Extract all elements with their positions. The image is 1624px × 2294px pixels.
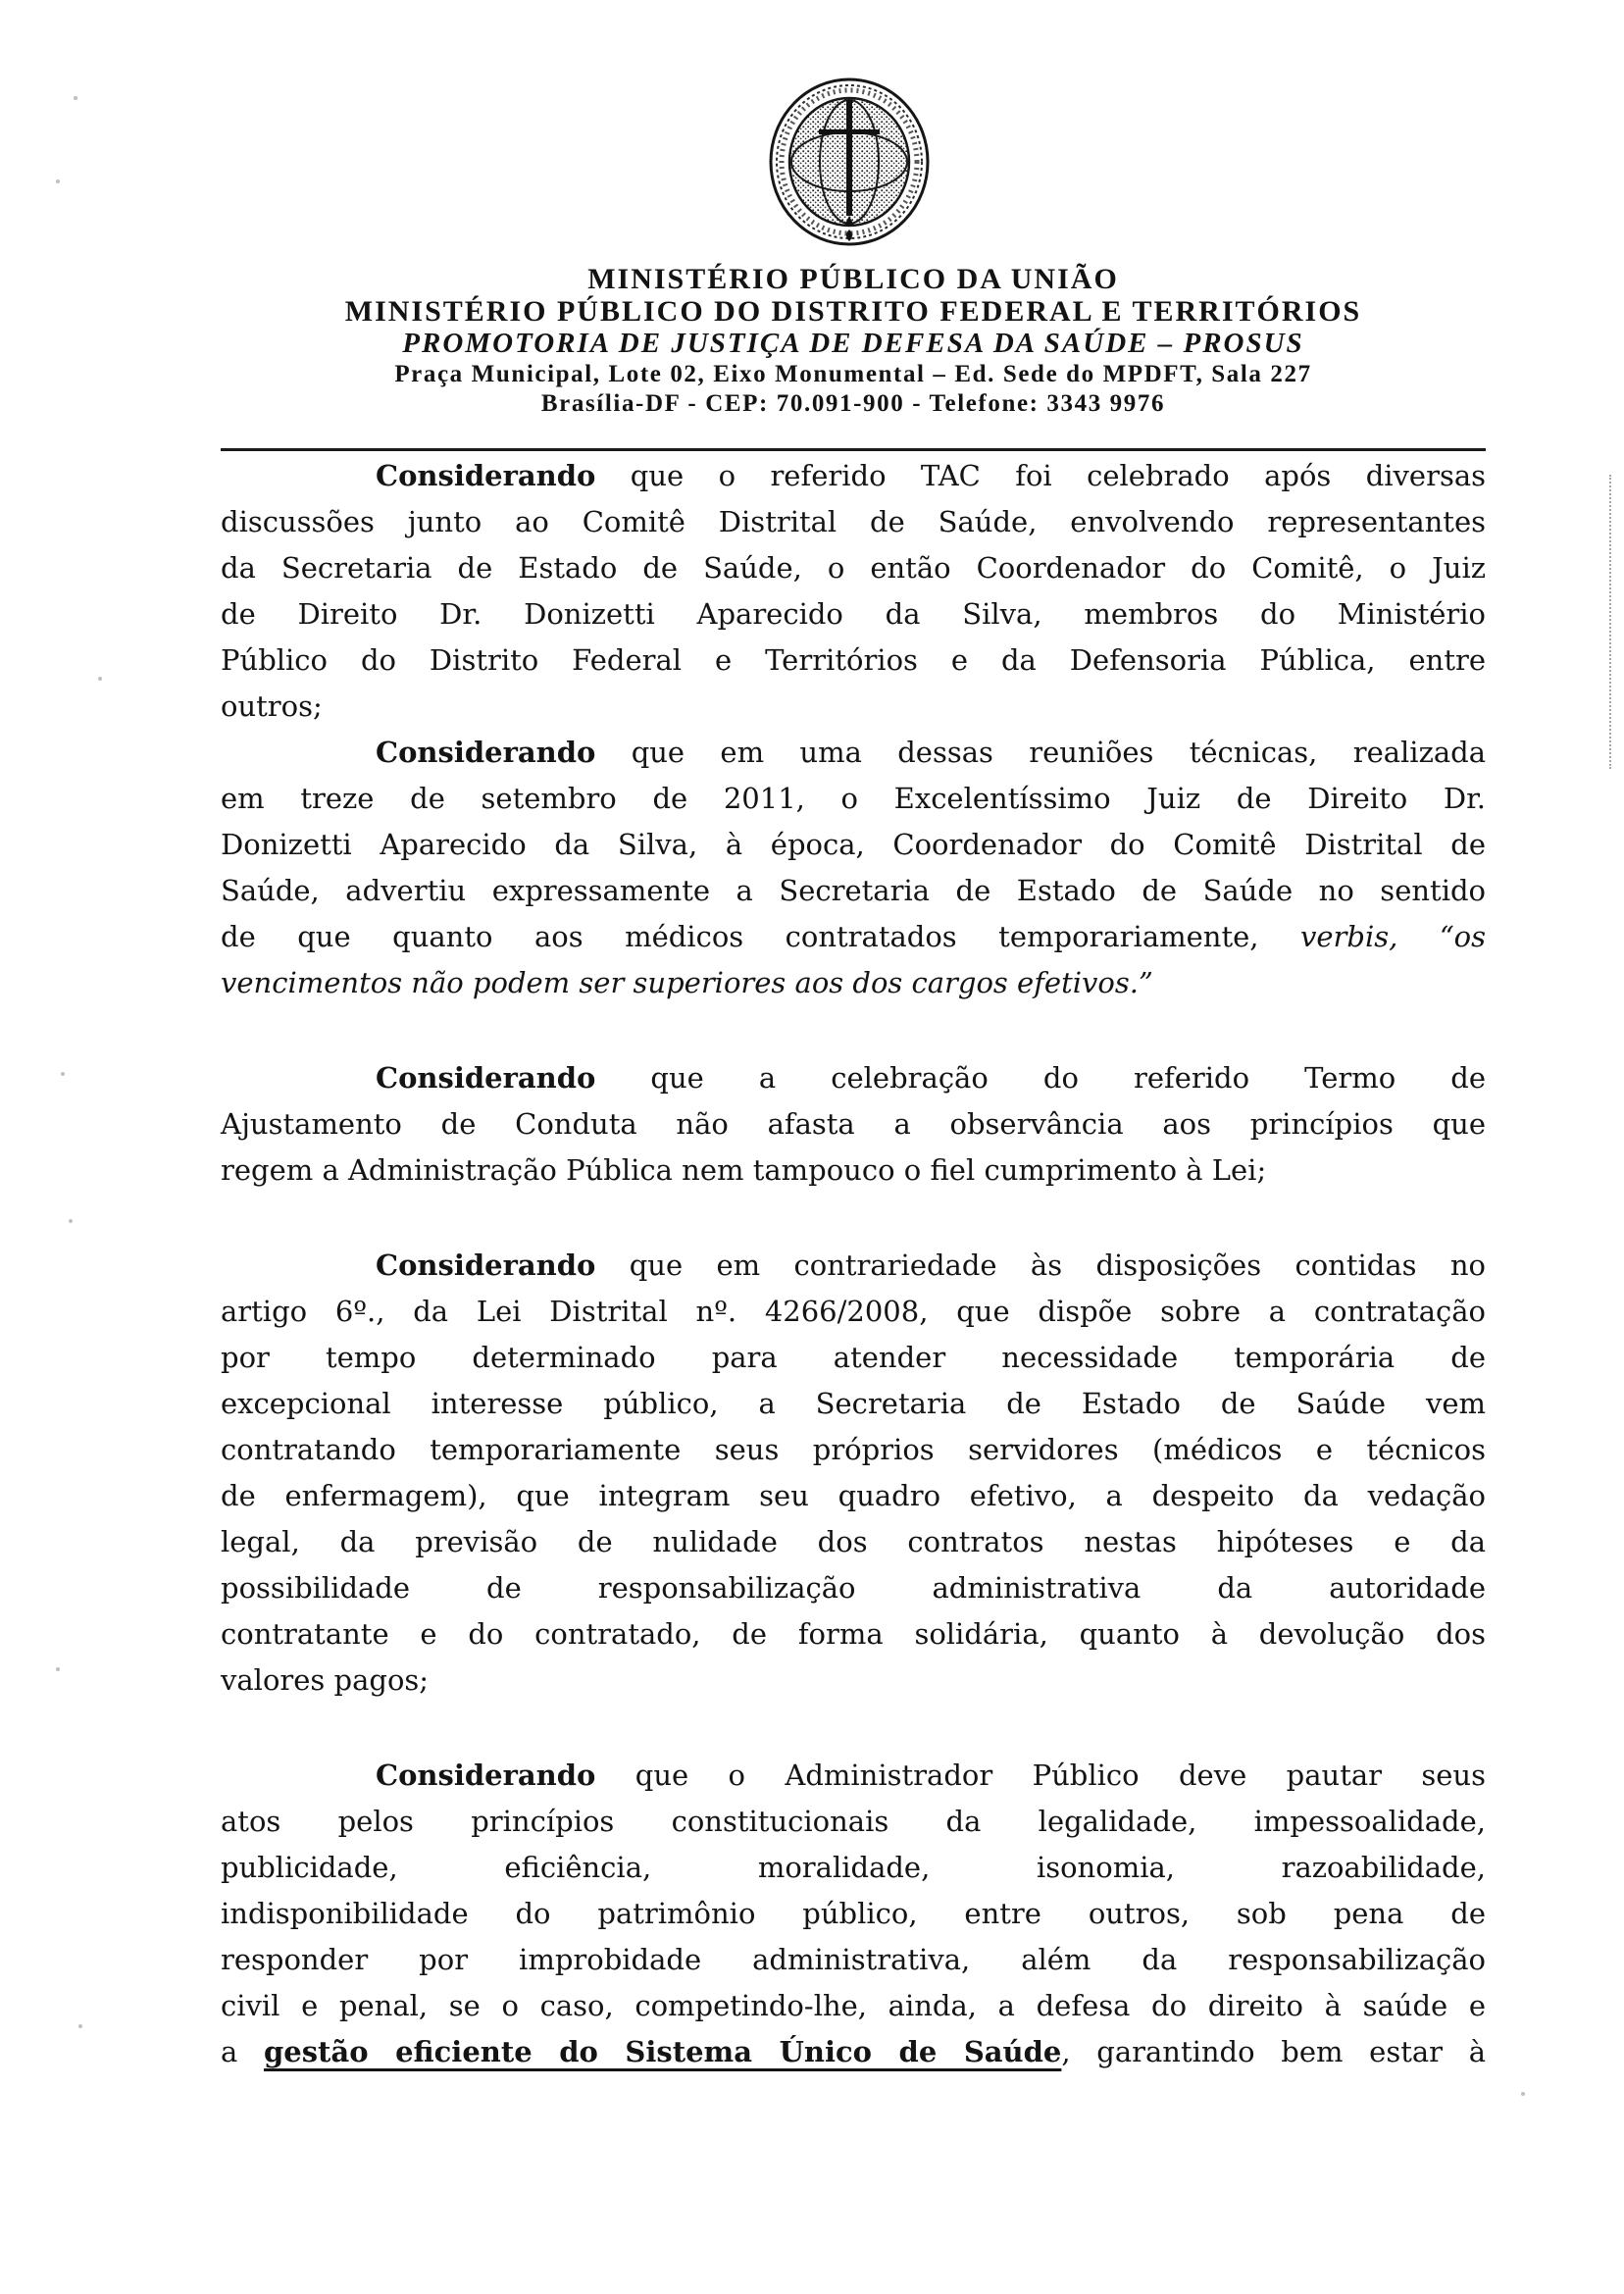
text-line: por tempo determinado para atender necessidade temporária de [221, 1341, 1486, 1374]
header-divider [221, 448, 1486, 451]
text-line: da Secretaria de Estado de Saúde, o então Coordenador do Comitê, o Juiz [221, 551, 1486, 585]
text-line: indisponibilidade do patrimônio público, entre outros, sob pena de [221, 1897, 1486, 1930]
scan-speck [56, 179, 60, 183]
text-line: Ajustamento de Conduta não afasta a observância aos princípios que [221, 1107, 1486, 1141]
text-line: Público do Distrito Federal e Territórios e da Defensoria Pública, entre [221, 643, 1486, 677]
text-line: a gestão eficiente do Sistema Único de Saúde, garantindo bem estar à [221, 2035, 1486, 2068]
text-line: outros; [221, 689, 323, 723]
scan-speck [74, 96, 77, 100]
scan-speck [69, 1219, 73, 1223]
text-line: valores pagos; [221, 1663, 430, 1697]
paragraph [221, 1243, 1486, 1704]
text-line: Saúde, advertiu expressamente a Secretaria de Estado de Saúde no sentido [221, 874, 1486, 907]
text-line: possibilidade de responsabilização administrativa da autoridade [221, 1571, 1486, 1605]
text-line: atos pelos princípios constitucionais da legalidade, impessoalidade, [221, 1805, 1486, 1838]
paragraph [221, 1055, 1486, 1194]
text-line: regem a Administração Pública nem tampouco o fiel cumprimento à Lei; [221, 1153, 1267, 1187]
paragraph [221, 453, 1486, 730]
scan-speck [56, 1667, 60, 1671]
text-line: contratante e do contratado, de forma solidária, quanto à devolução dos [221, 1617, 1486, 1651]
org-line-1: MINISTÉRIO PÚBLICO DA UNIÃO [587, 263, 1119, 295]
org-line-2: MINISTÉRIO PÚBLICO DO DISTRITO FEDERAL E TERRITÓRIOS [344, 295, 1362, 328]
mpdft-seal-icon [768, 76, 931, 247]
text-line: em treze de setembro de 2011, o Excelentíssimo Juiz de Direito Dr. [221, 782, 1486, 815]
text-line: discussões junto ao Comitê Distrital de Saúde, envolvendo representantes [221, 505, 1486, 538]
text-line: Considerando que o referido TAC foi celebrado após diversas [376, 459, 1486, 492]
text-line: civil e penal, se o caso, competindo-lhe, ainda, a defesa do direito à saúde e [221, 1989, 1486, 2022]
scan-speck [78, 2024, 82, 2028]
text-line: excepcional interesse público, a Secretaria de Estado de Saúde vem [221, 1387, 1486, 1420]
text-line: Considerando que o Administrador Público deve pautar seus [376, 1759, 1486, 1792]
org-line-3: PROMOTORIA DE JUSTIÇA DE DEFESA DA SAÚDE – PROSUS [402, 328, 1304, 359]
text-line: de enfermagem), que integram seu quadro efetivo, a despeito da vedação [221, 1479, 1486, 1512]
text-line: de que quanto aos médicos contratados temporariamente, verbis, “os [221, 920, 1486, 953]
scan-speck [98, 677, 102, 681]
text-line: Donizetti Aparecido da Silva, à época, Coordenador do Comitê Distrital de [221, 828, 1486, 861]
text-line: Considerando que em uma dessas reuniões técnicas, realizada [376, 736, 1486, 769]
text-line: artigo 6º., da Lei Distrital nº. 4266/2008, que dispõe sobre a contratação [221, 1295, 1486, 1328]
text-line: legal, da previsão de nulidade dos contratos nestas hipóteses e da [221, 1525, 1486, 1558]
text-line: Considerando que a celebração do referido Termo de [376, 1061, 1486, 1095]
text-line: vencimentos não podem ser superiores aos dos cargos efetivos.” [221, 966, 1153, 999]
text-line: responder por improbidade administrativa, além da responsabilização [221, 1943, 1486, 1976]
document-body [221, 453, 1486, 2075]
text-line: de Direito Dr. Donizetti Aparecido da Silva, membros do Ministério [221, 597, 1486, 631]
scan-speck [1521, 2092, 1525, 2096]
scan-artifact-dotted-line [1609, 475, 1611, 769]
org-address: Praça Municipal, Lote 02, Eixo Monumental – Ed. Sede do MPDFT, Sala 227 [394, 361, 1312, 387]
text-line: Considerando que em contrariedade às disposições contidas no [376, 1249, 1486, 1282]
letterhead [221, 263, 1486, 419]
text-line: contratando temporariamente seus próprios servidores (médicos e técnicos [221, 1433, 1486, 1466]
text-line: publicidade, eficiência, moralidade, isonomia, razoabilidade, [221, 1851, 1486, 1884]
paragraph [221, 1753, 1486, 2075]
scan-speck [61, 1072, 65, 1076]
paragraph [221, 730, 1486, 1006]
org-contact: Brasília-DF - CEP: 70.091-900 - Telefone: 3343 9976 [540, 390, 1166, 417]
